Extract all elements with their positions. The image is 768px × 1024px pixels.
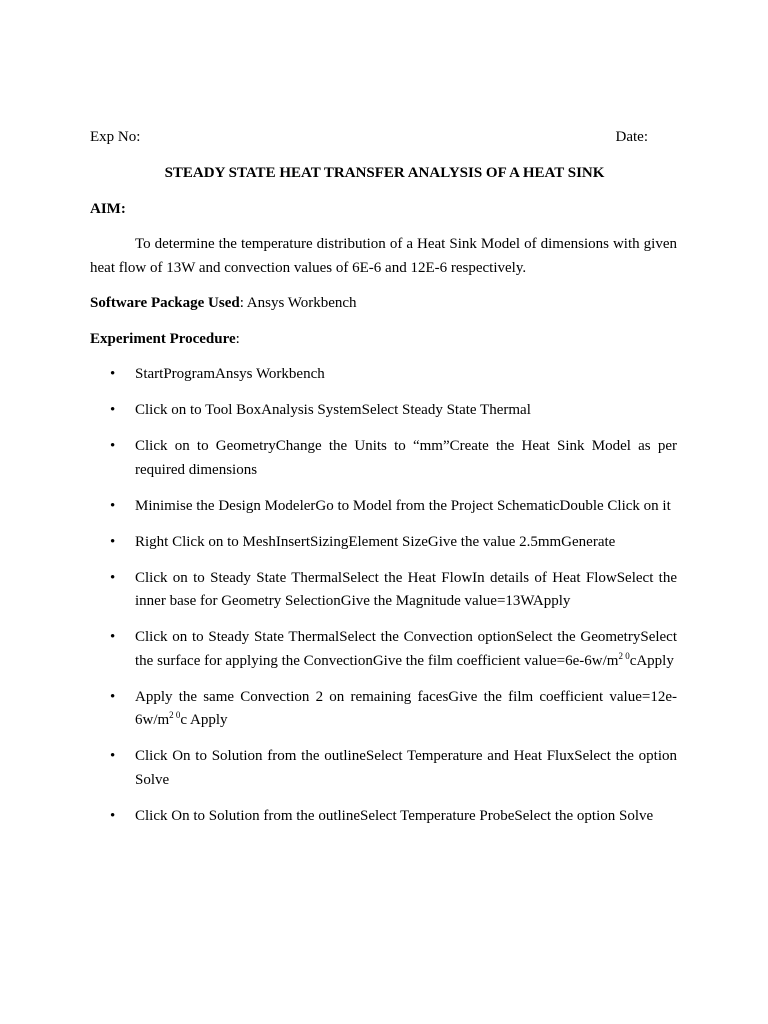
bullet-icon: • [110,807,116,824]
procedure-step [90,805,677,829]
document-page [90,126,677,841]
step-text: Click on to Tool BoxAnalysis SystemSelect Steady State Thermal [135,402,531,418]
step-text: StartProgramAnsys Workbench [135,366,325,382]
superscript-units: 2 0 [169,710,181,720]
step-text-after: c Apply [180,712,228,728]
date-label: Date: [615,129,648,145]
software-label: Software Package Used [90,295,240,311]
procedure-label: Experiment Procedure [90,330,236,347]
bullet-icon: • [110,402,116,418]
bullet-icon: • [110,688,116,705]
procedure-step [90,435,677,482]
procedure-step [90,686,677,733]
superscript-units: 2 0 [618,650,630,661]
step-text: Right Click on to MeshInsertSizingElement SizeGive the value 2.5mmGenerate [135,533,616,550]
procedure-steps-list [90,363,677,828]
software-package-line [90,292,677,316]
step-text-after: cApply [629,652,674,669]
procedure-step [90,495,677,519]
bullet-icon: • [110,629,116,645]
exp-no-label: Exp No: [90,129,141,145]
document-title: STEADY STATE HEAT TRANSFER ANALYSIS OF A HEAT SINK [164,165,605,181]
procedure-step [90,626,677,673]
step-text: Click on to GeometryChange the Units to “mm”Create the Heat Sink Model as per required dimensions [135,438,677,478]
procedure-step [90,531,677,555]
step-text: Apply the same Convection 2 on remaining facesGive the film coefficient value=12e-6w/m [135,688,677,728]
procedure-suffix: : [235,330,240,347]
step-text: Click On to Solution from the outlineSelect Temperature ProbeSelect the option Solve [135,807,654,824]
bullet-icon: • [110,748,116,764]
header-row [90,126,677,149]
step-text: Click on to Steady State ThermalSelect the Heat FlowIn details of Heat FlowSelect the inner base for Geometry SelectionGive the Magnitude value=13WApply [135,569,677,609]
procedure-step [90,399,677,423]
procedure-step [90,363,677,387]
procedure-heading [90,328,677,352]
bullet-icon: • [110,533,116,550]
bullet-icon: • [110,438,116,454]
bullet-icon: • [110,569,116,586]
bullet-icon: • [110,366,116,382]
step-text: Minimise the Design ModelerGo to Model from the Project SchematicDouble Click on it [135,497,671,514]
step-text: Click On to Solution from the outlineSelect Temperature and Heat FluxSelect the option Solve [135,748,677,788]
aim-heading: AIM: [90,200,126,217]
aim-paragraph: To determine the temperature distribution of a Heat Sink Model of dimensions with given heat flow of 13W and convection values of 6E-6 and 12E-6 respectively. [90,236,677,276]
software-value: : Ansys Workbench [239,295,357,311]
bullet-icon: • [110,497,116,514]
step-text: Click on to Steady State ThermalSelect the Convection optionSelect the GeometrySelect the surface for applying the ConvectionGive the film coefficient value=6e-6w/m [135,629,677,669]
procedure-step [90,567,677,614]
procedure-step [90,745,677,792]
